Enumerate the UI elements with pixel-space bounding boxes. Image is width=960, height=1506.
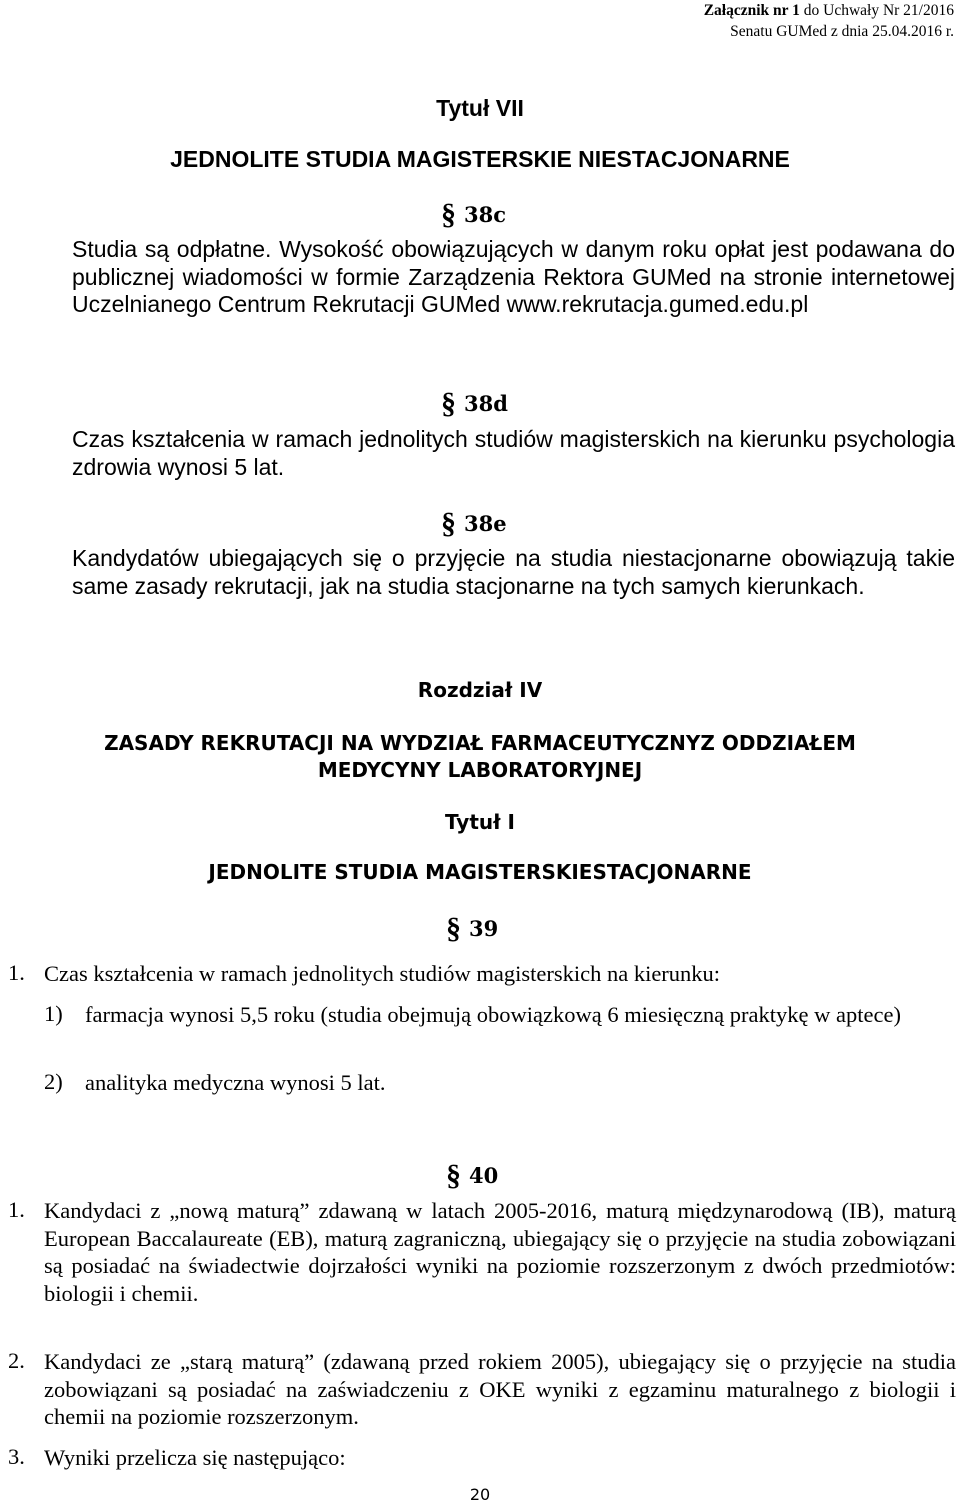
heading-stacjonarne: JEDNOLITE STUDIA MAGISTERSKIESTACJONARNE [208,860,752,884]
list-number: 2) [44,1069,63,1094]
title-i: Tytuł I [445,810,515,834]
list-number: 3. [8,1444,25,1469]
chapter-iv: Rozdział IV [417,678,543,702]
list-number: 1) [44,1001,63,1026]
document-header [704,0,954,42]
list-number: 1. [8,1197,25,1222]
section-38e-heading: § 38e [441,507,507,540]
title-vii: Tytuł VII [436,95,524,121]
section-39-subitem-2: analityka medyczna wynosi 5 lat. [85,1070,386,1095]
list-number: 1. [8,960,25,985]
section-sign-icon: § [441,507,456,540]
chapter-iv-title-line-2: MEDYCYNY LABORATORYJNEJ [317,758,643,782]
section-39-heading: § 39 [446,912,499,945]
section-38d-text: Czas kształcenia w ramach jednolitych studiów magisterskich na kierunku psychologia zdrowia wynosi 5 lat. [72,426,955,480]
header-line-1: Załącznik nr 1 do Uchwały Nr 21/2016 [703,2,954,19]
section-sign-icon: § [441,387,456,420]
section-39-item-1: Czas kształcenia w ramach jednolitych studiów magisterskich na kierunku: [44,961,721,986]
list-number: 2. [8,1348,25,1373]
section-40-item-1: Kandydaci z „nową maturą” zdawaną w latach 2005-2016, maturą międzynarodową (IB), maturą European Baccalaureate (EB), maturą zagraniczną, ubiegający się o przyjęcie na studia zobowiązani są posiadać na świadectwie dojrzałości wyniki na poziomie rozszerzonym z dwóch przedmiotów: biologii i chemii. [44,1198,956,1306]
heading-niestacjonarne: JEDNOLITE STUDIA MAGISTERSKIE NIESTACJONARNE [170,146,790,172]
section-38e-text: Kandydatów ubiegających się o przyjęcie na studia niestacjonarne obowiązują takie same zasady rekrutacji, jak na studia stacjonarne na tych samych kierunkach. [72,545,955,599]
header-line-2: Senatu GUMed z dnia 25.04.2016 r. [730,23,954,40]
section-40-heading: § 40 [446,1159,499,1192]
section-sign-icon: § [446,1159,461,1192]
section-sign-icon: § [441,198,456,231]
section-40-item-3: Wyniki przelicza się następująco: [44,1445,346,1470]
section-sign-icon: § [446,912,461,945]
section-38d-heading: § 38d [441,387,508,420]
page-number: 20 [469,1485,491,1504]
section-38c-heading: § 38c [441,198,507,231]
section-39-subitem-1: farmacja wynosi 5,5 roku (studia obejmują obowiązkową 6 miesięczną praktykę w aptece) [85,1002,901,1027]
chapter-iv-title-line-1: ZASADY REKRUTACJI NA WYDZIAŁ FARMACEUTYCZNYZ ODDZIAŁEM [104,731,856,755]
section-40-item-2: Kandydaci ze „starą maturą” (zdawaną przed rokiem 2005), ubiegający się o przyjęcie na studia zobowiązani są posiadać na zaświadczeniu z OKE wyniki z egzaminu maturalnego z biologii i chemii na poziomie rozszerzonym. [44,1349,956,1429]
section-38c-text: Studia są odpłatne. Wysokość obowiązujących w danym roku opłat jest podawana do publicznej wiadomości w formie Zarządzenia Rektora GUMed na stronie internetowej Uczelnianego Centrum Rekrutacji GUMed www.rekrutacja.gumed.edu.pl [72,236,955,317]
